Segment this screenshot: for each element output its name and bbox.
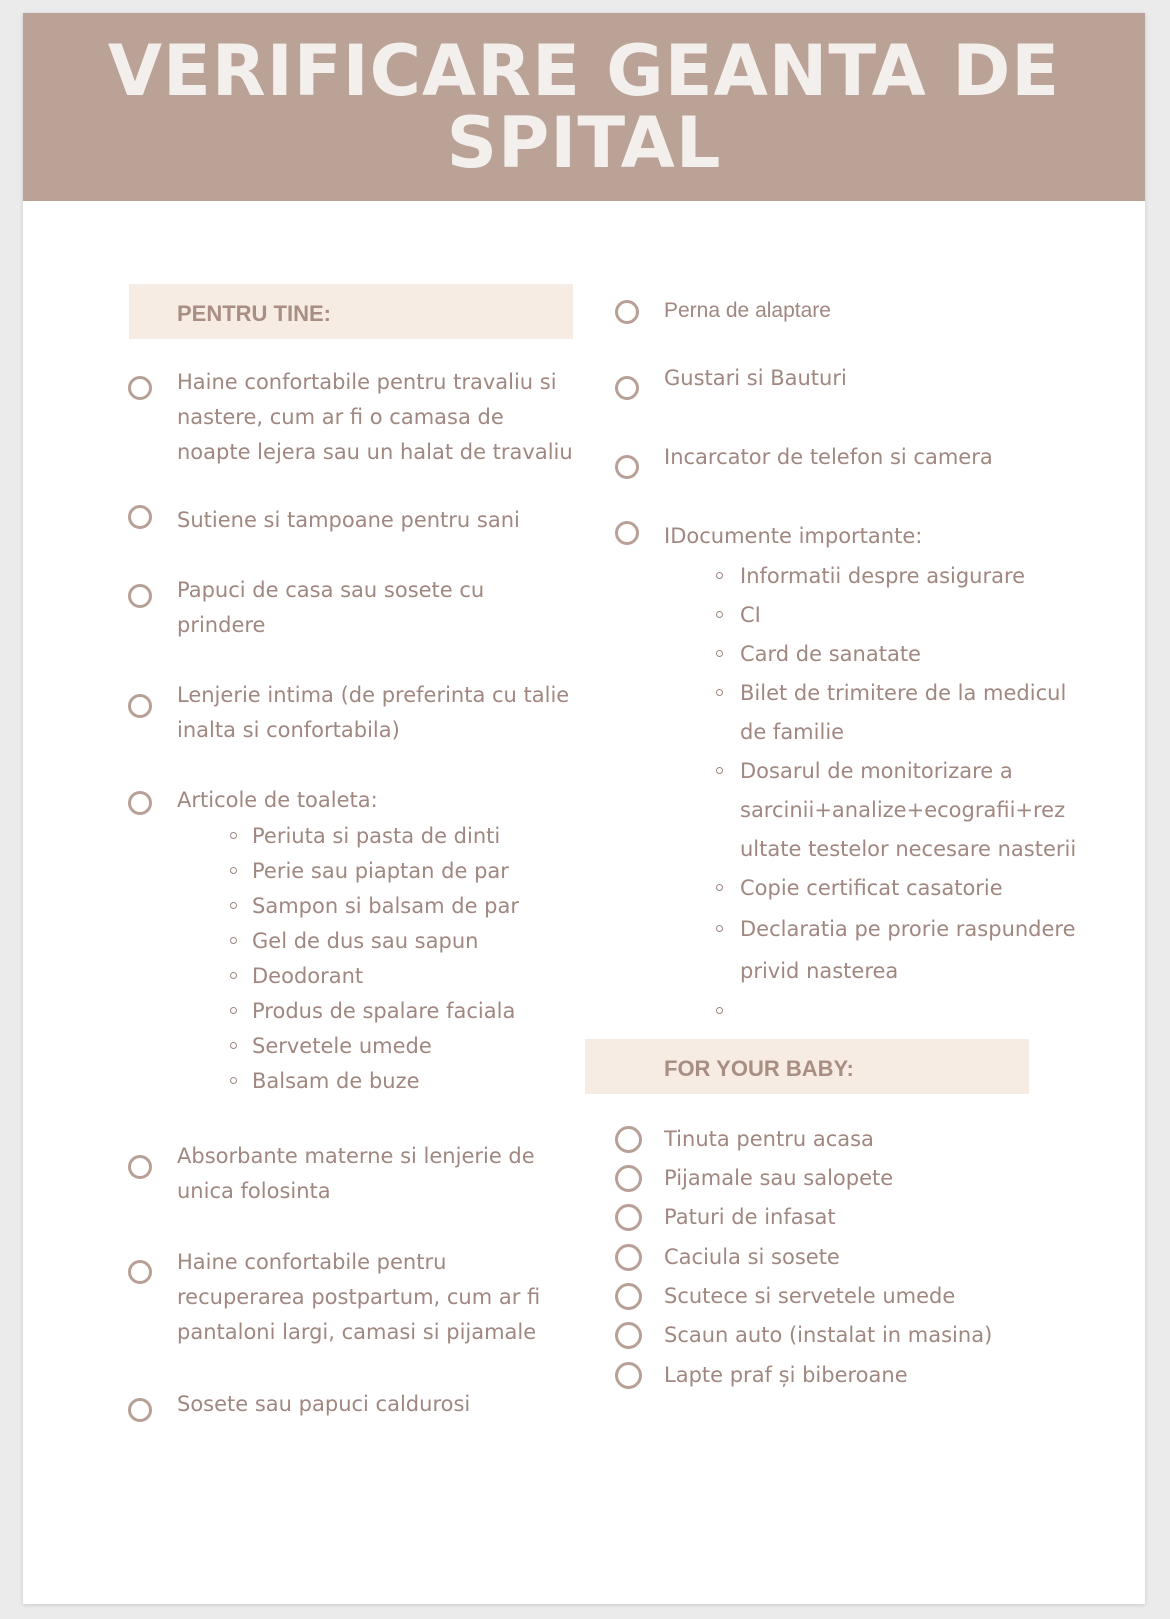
list-item: Copie certificat casatorie — [740, 876, 1003, 900]
checkbox-maternity-pads[interactable] — [128, 1155, 152, 1179]
item-text: Haine confortabile pentru travaliu si — [177, 370, 557, 394]
item-text: IDocumente importante: — [664, 524, 923, 548]
item-text: Sosete sau papuci caldurosi — [177, 1392, 471, 1416]
page-title-line-2: SPITAL — [446, 102, 722, 184]
list-item-continuation: sarcinii+analize+ecografii+rez — [740, 798, 1066, 822]
list-item: Deodorant — [252, 964, 364, 988]
list-item: Bilet de trimitere de la medicul — [740, 681, 1067, 705]
item-text: Sutiene si tampoane pentru sani — [177, 508, 520, 532]
checkbox-toiletries[interactable] — [128, 791, 152, 815]
checkbox-baby-item[interactable] — [615, 1362, 642, 1389]
checkbox-baby-item[interactable] — [615, 1126, 642, 1153]
item-text: noapte lejera sau un halat de travaliu — [177, 440, 573, 464]
bullet-icon — [230, 937, 237, 944]
item-text: unica folosinta — [177, 1179, 331, 1203]
checkbox-baby-item[interactable] — [615, 1283, 642, 1310]
checkbox-baby-item[interactable] — [615, 1204, 642, 1231]
page-title — [23, 30, 1145, 184]
bullet-icon — [716, 572, 723, 579]
bullet-icon — [230, 1007, 237, 1014]
list-item: Sampon si balsam de par — [252, 894, 520, 918]
item-text: Incarcator de telefon si camera — [664, 445, 993, 469]
bullet-icon — [230, 902, 237, 909]
bullet-icon — [230, 867, 237, 874]
checkbox-baby-item[interactable] — [615, 1322, 642, 1349]
list-item: Servetele umede — [252, 1034, 432, 1058]
page-title-line-1: VERIFICARE GEANTA DE — [107, 30, 1061, 112]
item-text: pantaloni largi, camasi si pijamale — [177, 1320, 537, 1344]
checklist-page — [23, 13, 1145, 1604]
item-text: Articole de toaleta: — [177, 788, 378, 812]
list-item: Dosarul de monitorizare a — [740, 759, 1013, 783]
item-text: Absorbante materne si lenjerie de — [177, 1144, 535, 1168]
checkbox-warm-socks[interactable] — [128, 1398, 152, 1422]
list-item: Lapte praf și biberoane — [664, 1363, 908, 1387]
list-item: Paturi de infasat — [664, 1205, 836, 1229]
checkbox-postpartum-clothes[interactable] — [128, 1260, 152, 1284]
checkbox-comfortable-labor-clothes[interactable] — [128, 376, 152, 400]
checkbox-slippers[interactable] — [128, 584, 152, 608]
item-text: inalta si confortabila) — [177, 718, 400, 742]
checkbox-snacks-drinks[interactable] — [615, 376, 639, 400]
section-label-for-you: PENTRU TINE: — [177, 301, 331, 326]
list-item-continuation: ultate testelor necesare nasterii — [740, 837, 1077, 861]
list-item: Informatii despre asigurare — [740, 564, 1026, 588]
item-text: Haine confortabile pentru — [177, 1250, 447, 1274]
list-item: Scutece si servetele umede — [664, 1284, 956, 1308]
item-text: Papuci de casa sau sosete cu — [177, 578, 485, 602]
bullet-icon — [716, 650, 723, 657]
list-item: Perie sau piaptan de par — [252, 859, 509, 883]
section-label-for-baby: FOR YOUR BABY: — [664, 1056, 854, 1081]
list-item: CI — [740, 603, 761, 627]
list-item: Caciula si sosete — [664, 1245, 840, 1269]
bullet-icon — [230, 832, 237, 839]
checkbox-underwear[interactable] — [128, 694, 152, 718]
checkbox-baby-item[interactable] — [615, 1165, 642, 1192]
list-item: Tinuta pentru acasa — [664, 1127, 874, 1151]
title-banner — [23, 13, 1145, 201]
bullet-icon — [230, 1077, 237, 1084]
item-text: nastere, cum ar fi o camasa de — [177, 405, 504, 429]
item-text: prindere — [177, 613, 266, 637]
list-item: Balsam de buze — [252, 1069, 420, 1093]
bullet-icon — [230, 972, 237, 979]
checkbox-phone-charger[interactable] — [615, 455, 639, 479]
list-item-continuation: de familie — [740, 720, 845, 744]
bullet-icon — [716, 611, 723, 618]
list-item-continuation: privid nasterea — [740, 959, 899, 983]
bullet-icon — [716, 689, 723, 696]
list-item: Declaratia pe prorie raspundere — [740, 917, 1076, 941]
list-item: Card de sanatate — [740, 642, 921, 666]
bullet-icon — [230, 1042, 237, 1049]
bullet-icon — [716, 884, 723, 891]
checkbox-baby-item[interactable] — [615, 1244, 642, 1271]
item-text: Lenjerie intima (de preferinta cu talie — [177, 683, 570, 707]
bullet-icon — [716, 767, 723, 774]
list-item: Pijamale sau salopete — [664, 1166, 894, 1190]
item-text: Perna de alaptare — [664, 299, 831, 322]
list-item: Gel de dus sau sapun — [252, 929, 479, 953]
bullet-icon — [716, 925, 723, 932]
list-item: Produs de spalare faciala — [252, 999, 516, 1023]
checkbox-nursing-bras[interactable] — [128, 505, 152, 529]
item-text: recuperarea postpartum, cum ar fi — [177, 1285, 541, 1309]
list-item: Periuta si pasta de dinti — [252, 824, 501, 848]
checkbox-nursing-pillow[interactable] — [615, 300, 639, 324]
item-text: Gustari si Bauturi — [664, 366, 847, 390]
checkbox-important-documents[interactable] — [615, 521, 639, 545]
list-item: Scaun auto (instalat in masina) — [664, 1323, 993, 1347]
bullet-icon — [716, 1007, 723, 1014]
